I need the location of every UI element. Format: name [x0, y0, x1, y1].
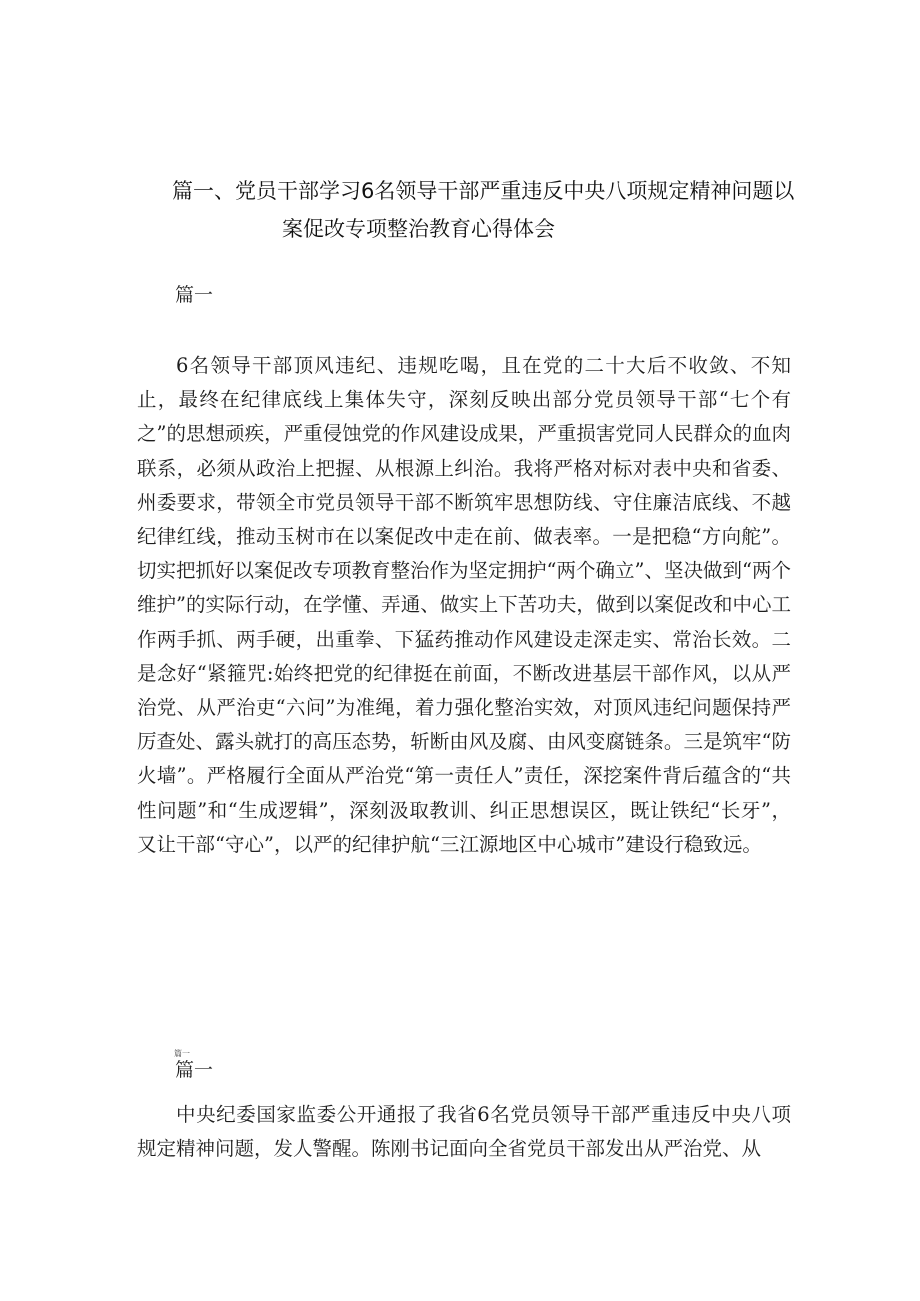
title-line-2: 案促改专项整治教育心得体会 — [282, 217, 555, 241]
section-1-body: 6名领导干部顶风违纪、违规吃喝，且在党的二十大后不收敛、不知止，最终在纪律底线上集体失守，深刻反映出部分党员领导干部“七个有之”的思想顽疾，严重侵蚀党的作风建设成果，严重损害党同人民群众的血肉联系，必须从政治上把握、从根源上纠治。我将严格对标对表中央和省委、州委要求，带领全市党员领导干部不断筑牢思想防线、守住廉洁底线、不越纪律红线，推动玉树市在以案促改中走在前、做表率。一是把稳“方向舵”。切实把抓好以案促改专项教育整治作为坚定拥护“两个确立”、坚决做到“两个维护”的实际行动，在学懂、弄通、做实上下苦功夫，做到以案促改和中心工作两手抓、两手硬，出重拳、下猛药推动作风建设走深走实、常治长效。二是念好“紧箍咒:始终把党的纪律挺在前面，不断改进基层干部作风，以从严治党、从严治吏“六问”为准绳，着力强化整治实效，对顶风违纪问题保持严厉查处、露头就打的高压态势，斩断由风及腐、由风变腐链条。三是筑牢“防火墙”。严格履行全面从严治党“第一责任人”责任，深挖案件背后蕴含的“共性问题”和“生成逻辑”，深刻汲取教训、纠正思想误区，既让铁纪“长牙”，又让干部“守心”，以严的纪律护航“三江源地区中心城市”建设行稳致远。 — [137, 354, 791, 856]
section-1-label: 篇一 — [175, 284, 214, 306]
small-section-mark: 篇一 — [174, 1049, 190, 1058]
title-line-1: 篇一、党员干部学习6名领导干部严重违反中央八项规定精神问题以 — [172, 179, 795, 203]
section-2-body: 中央纪委国家监委公开通报了我省6名党员领导干部严重违反中央八项规定精神问题，发人警醒。陈刚书记面向全省党员干部发出从严治党、从 — [137, 1103, 791, 1161]
section-2-label: 篇一 — [175, 1059, 214, 1081]
document-title — [172, 172, 812, 248]
